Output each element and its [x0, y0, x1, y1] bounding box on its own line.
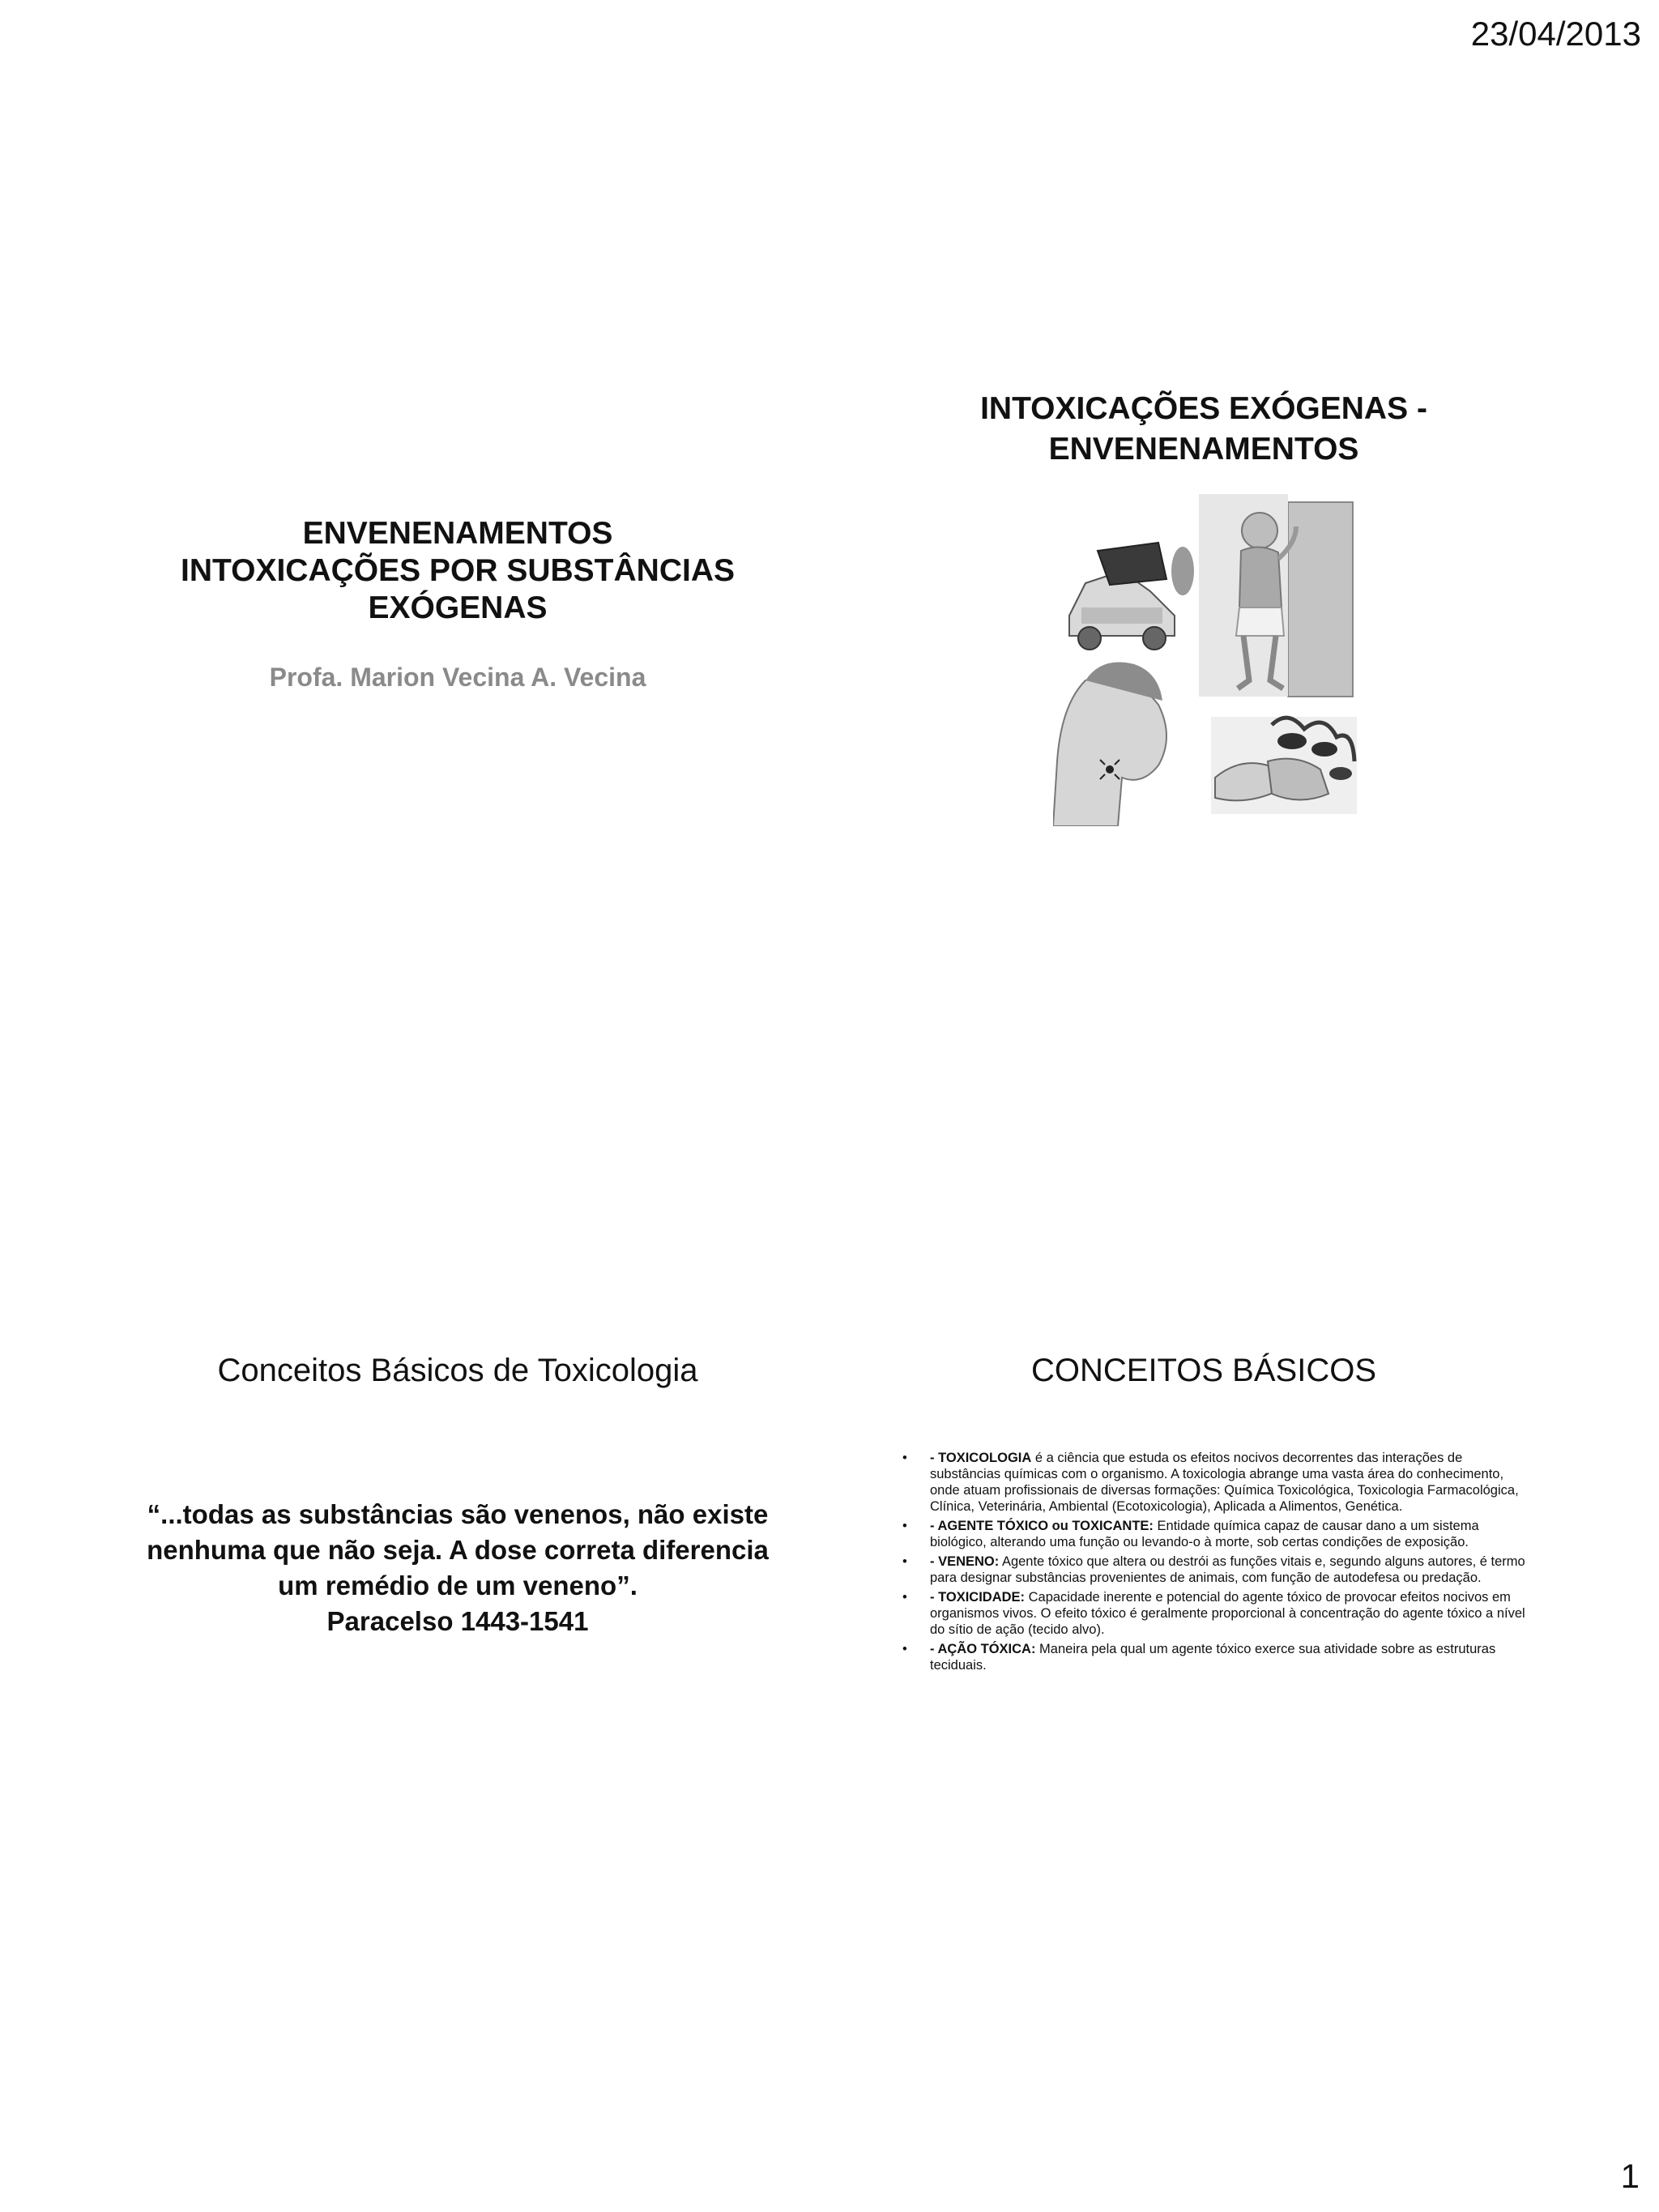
bullet: •: [902, 1554, 907, 1569]
slide-1: [0, 324, 830, 1199]
boots-and-plants-illustration: [1211, 717, 1357, 814]
page-number: 1: [1620, 2157, 1640, 2195]
concepts-list: [902, 1450, 1534, 1677]
concept-term: - VENENO:: [930, 1554, 1000, 1569]
bullet: •: [902, 1519, 907, 1533]
concept-item: [902, 1554, 1534, 1586]
bullet: •: [902, 1590, 907, 1605]
concept-term: - TOXICOLOGIA: [930, 1451, 1032, 1465]
slide-2-title: [810, 389, 1597, 470]
quote-text: “...todas as substâncias são venenos, não existe nenhuma que não seja. A dose correta diferencia um remédio de um veneno”.: [147, 1499, 769, 1600]
paracelso-quote-block: [138, 1497, 778, 1639]
concept-definition: Entidade química capaz de causar dano a um sistema biológico, alterando uma função ou levando-o à morte, sob certas condições de exposição.: [930, 1519, 1479, 1549]
slide-1-title-line-2: INTOXICAÇÕES POR SUBSTÂNCIAS: [180, 553, 736, 588]
slide-4: [810, 1336, 1640, 2211]
slide-1-title-line-3: EXÓGENAS: [368, 590, 548, 625]
concept-term: - AÇÃO TÓXICA:: [930, 1642, 1036, 1656]
slide-1-title: [0, 515, 915, 627]
concept-term: - TOXICIDADE:: [930, 1590, 1026, 1605]
slide-2-title-line-2: ENVENENAMENTOS: [1048, 432, 1359, 467]
quote-author: Paracelso 1443-1541: [326, 1606, 589, 1636]
child-at-cabinet-illustration: [1199, 494, 1353, 697]
slide-2-title-line-1: INTOXICAÇÕES EXÓGENAS -: [980, 391, 1427, 426]
concept-term: - AGENTE TÓXICO ou TOXICANTE:: [930, 1519, 1154, 1533]
slide-4-title: CONCEITOS BÁSICOS: [1030, 1353, 1376, 1388]
concept-definition: Agente tóxico que altera ou destrói as funções vitais e, segundo alguns autores, é termo para designar substâncias provenientes de animais, com função de autodefesa ou predação.: [930, 1554, 1525, 1585]
slide-2: [810, 373, 1640, 1247]
poisoning-illustration-collage: [1053, 494, 1361, 826]
concept-item: [902, 1518, 1534, 1550]
concept-item: [902, 1641, 1534, 1673]
concept-definition: Capacidade inerente e potencial do agente tóxico de provocar efeitos nocivos em organismos vivos. O efeito tóxico é geralmente proporcional à concentração do agente tóxico a nível do sítio de ação (tecido alvo).: [930, 1590, 1525, 1637]
woman-insect-bite-illustration: [1053, 663, 1166, 827]
slide-1-title-line-1: ENVENENAMENTOS: [302, 516, 613, 551]
car-illustration: [1069, 543, 1194, 650]
concept-item: [902, 1450, 1534, 1515]
concept-item: [902, 1589, 1534, 1638]
header-date: 23/04/2013: [1470, 15, 1641, 53]
slide-3: [0, 1336, 830, 2211]
slide-3-title: Conceitos Básicos de Toxicologia: [217, 1353, 698, 1388]
concept-definition: Maneira pela qual um agente tóxico exerce sua atividade sobre as estruturas teciduais.: [930, 1642, 1496, 1673]
bullet: •: [902, 1642, 907, 1656]
concept-definition: é a ciência que estuda os efeitos nocivos decorrentes das interações de substâncias químicas com o organismo. A toxicologia abrange uma vasta área do conhecimento, onde atuam profissionais de diversas formações: Química Toxicológica, Toxicologia Farmacológica, Clínica, Veterinária, Ambiental (Ecotoxicologia), Aplicada a Alimentos, Genética.: [930, 1451, 1519, 1514]
bullet: •: [902, 1451, 907, 1465]
slide-1-subtitle: Profa. Marion Vecina A. Vecina: [269, 663, 646, 692]
